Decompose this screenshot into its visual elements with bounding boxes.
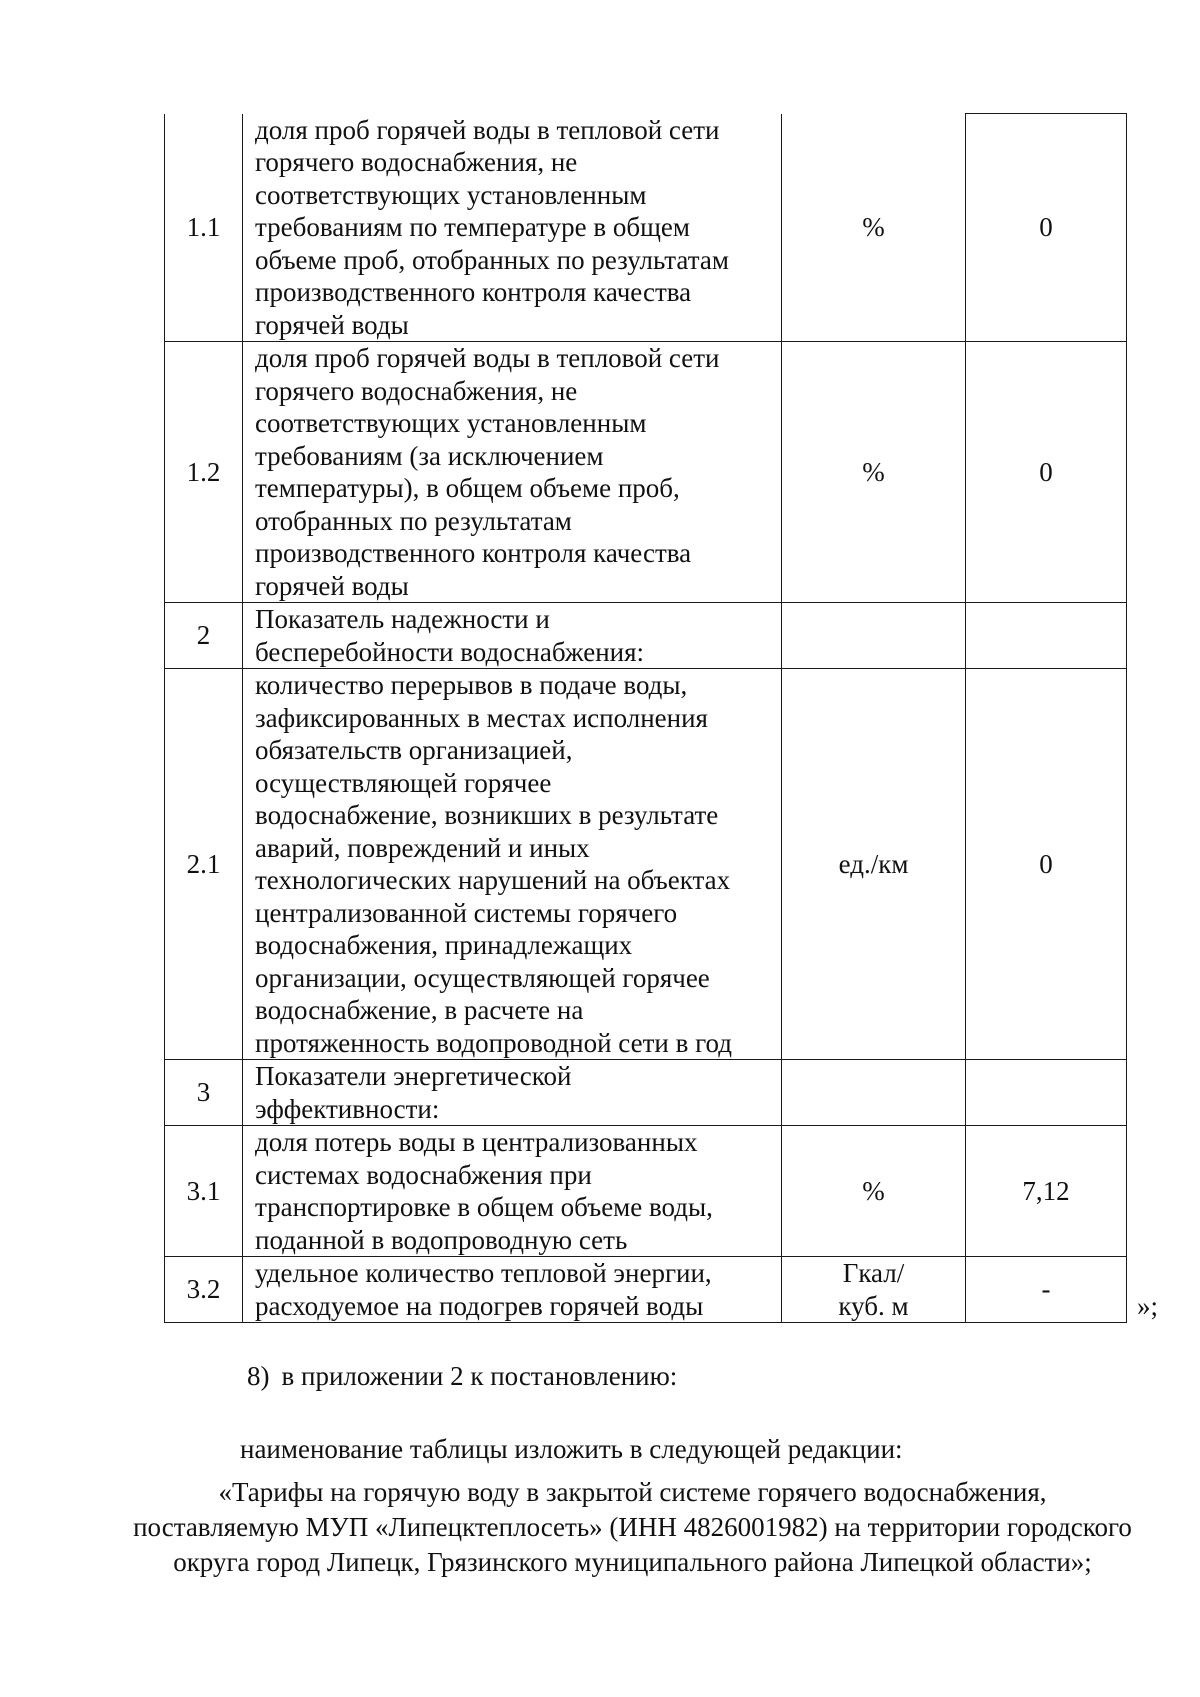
description-line: бесперебойности водоснабжения: xyxy=(255,636,645,667)
description-line: водоснабжения, принадлежащих xyxy=(255,930,633,960)
description-line: расходуемое на подогрев горячей воды xyxy=(255,1290,704,1321)
description-line: отобранных по результатам xyxy=(255,505,572,536)
table-row xyxy=(165,1126,1127,1257)
indicators-table xyxy=(164,113,1127,1323)
row-value: 7,12 xyxy=(966,1126,1127,1257)
description-line: количество перерывов в подаче воды, xyxy=(255,670,688,700)
description-line: горячего водоснабжения, не xyxy=(255,375,578,406)
row-description xyxy=(243,1257,782,1323)
quote-line: «Тарифы на горячую воду в закрытой системе горячего водоснабжения, xyxy=(218,1477,1047,1507)
description-line: требованиям по температуре в общем xyxy=(255,212,690,242)
row-unit: % xyxy=(782,1126,966,1257)
row-value: 0 xyxy=(966,669,1127,1060)
table-row xyxy=(165,669,1127,1060)
row-value: - xyxy=(966,1257,1127,1323)
row-number: 3 xyxy=(165,1060,243,1126)
row-number: 1.1 xyxy=(165,114,243,342)
quote-line: округа город Липецк, Грязинского муниципального района Липецкой области»; xyxy=(173,1547,1092,1577)
row-value: 0 xyxy=(966,342,1127,603)
indicators-table-body xyxy=(165,114,1127,1323)
row-number: 1.2 xyxy=(165,342,243,603)
row-number: 2 xyxy=(165,603,243,669)
row-value xyxy=(966,1060,1127,1126)
table-row xyxy=(165,342,1127,603)
table-row xyxy=(165,1060,1127,1126)
description-line: обязательств организацией, xyxy=(255,735,573,765)
description-line: горячей воды xyxy=(255,309,409,340)
row-number: 3.2 xyxy=(165,1257,243,1323)
table-row xyxy=(165,1257,1127,1323)
description-line: аварий, повреждений и иных xyxy=(255,832,590,863)
row-value: 0 xyxy=(966,114,1127,342)
item-8-text: в приложении 2 к постановлению: xyxy=(281,1361,678,1391)
description-line: поданной в водопроводную сеть xyxy=(255,1224,628,1255)
description-line: производственного контроля качества xyxy=(255,538,692,568)
row-unit: % xyxy=(782,114,966,342)
description-line: системах водоснабжения при xyxy=(255,1159,592,1190)
description-line: зафиксированных в местах исполнения xyxy=(255,702,708,733)
row-description xyxy=(243,603,782,669)
item-8-paragraph xyxy=(247,1359,677,1393)
closing-quote-mark: »; xyxy=(1137,1291,1159,1321)
description-line: объеме проб, отобранных по результатам xyxy=(255,244,729,275)
description-line: водоснабжение, в расчете на xyxy=(255,995,584,1025)
description-line: горячей воды xyxy=(255,570,409,601)
description-line: доля потерь воды в централизованных xyxy=(255,1127,698,1157)
description-line: соответствующих установленным xyxy=(255,408,647,438)
row-number: 2.1 xyxy=(165,669,243,1060)
row-value xyxy=(966,603,1127,669)
quoted-table-title xyxy=(100,1475,1165,1580)
item-8-label: 8) xyxy=(247,1361,270,1391)
row-description xyxy=(243,342,782,603)
description-line: эффективности: xyxy=(255,1093,440,1124)
description-line: водоснабжение, возникших в результате xyxy=(255,800,719,830)
description-line: технологических нарушений на объектах xyxy=(255,865,731,895)
table-row xyxy=(165,114,1127,342)
row-unit: ед./км xyxy=(782,669,966,1060)
description-line: доля проб горячей воды в тепловой сети xyxy=(255,343,720,373)
row-number: 3.1 xyxy=(165,1126,243,1257)
description-line: осуществляющей горячее xyxy=(255,767,552,798)
description-line: транспортировке в общем объеме воды, xyxy=(255,1192,713,1222)
row-unit: % xyxy=(782,342,966,603)
description-line: Показатели энергетической xyxy=(255,1061,572,1091)
quote-line: поставляемую МУП «Липецктеплосеть» (ИНН 4826001982) на территории городского xyxy=(133,1512,1132,1542)
table-name-instruction: наименование таблицы изложить в следующей редакции: xyxy=(240,1434,903,1464)
description-line: организации, осуществляющей горячее xyxy=(255,962,710,993)
description-line: производственного контроля качества xyxy=(255,277,692,307)
row-description xyxy=(243,114,782,342)
description-line: требованиям (за исключением xyxy=(255,440,604,471)
description-line: температуры), в общем объеме проб, xyxy=(255,473,680,503)
unit-line: Гкал/ xyxy=(842,1258,905,1288)
description-line: горячего водоснабжения, не xyxy=(255,147,578,177)
row-description xyxy=(243,1126,782,1257)
description-line: соответствующих установленным xyxy=(255,179,647,210)
description-line: централизованной системы горячего xyxy=(255,897,678,928)
description-line: удельное количество тепловой энергии, xyxy=(255,1258,712,1288)
row-unit xyxy=(782,1257,966,1323)
row-unit xyxy=(782,603,966,669)
description-line: доля проб горячей воды в тепловой сети xyxy=(255,114,720,145)
table-row xyxy=(165,603,1127,669)
row-description xyxy=(243,1060,782,1126)
description-line: протяженность водопроводной сети в год xyxy=(255,1027,732,1058)
unit-line: куб. м xyxy=(838,1290,909,1321)
description-line: Показатель надежности и xyxy=(255,604,550,634)
row-description xyxy=(243,669,782,1060)
row-unit xyxy=(782,1060,966,1126)
